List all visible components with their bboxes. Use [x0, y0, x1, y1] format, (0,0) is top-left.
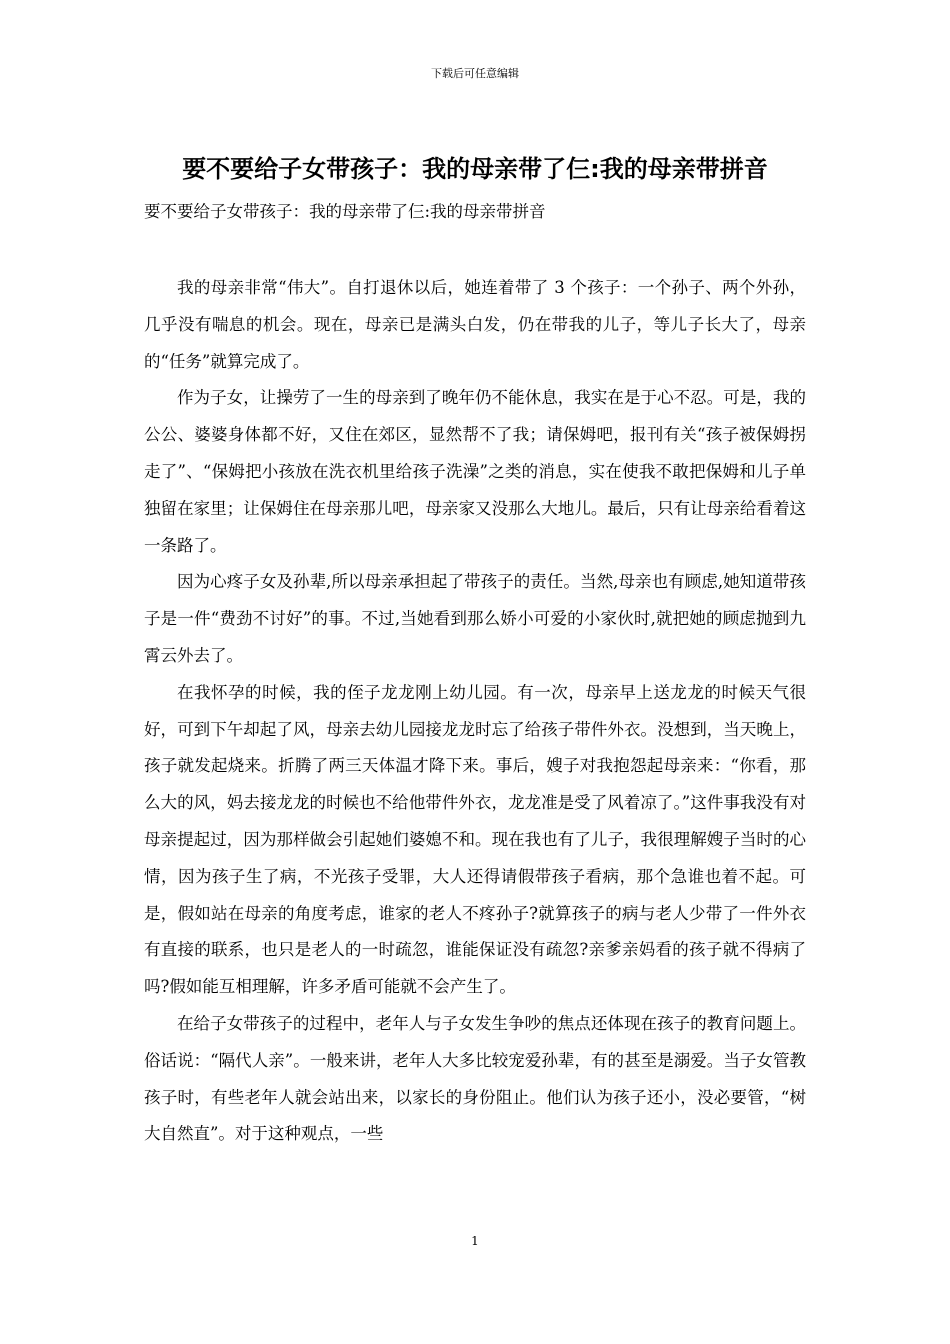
document-subtitle: 要不要给子女带孩子：我的母亲带了仨:我的母亲带拼音: [144, 202, 546, 221]
paragraph-5: 在给子女带孩子的过程中，老年人与子女发生争吵的焦点还体现在孩子的教育问题上。俗话说：“隔代人亲”。一般来讲，老年人大多比较宠爱孙辈，有的甚至是溺爱。当子女管教孩子时，有些老年人就会站出来，以家长的身份阻止。他们认为孩子还小，没必要管，“树大自然直”。对于这种观点，一些: [144, 1013, 806, 1144]
paragraph-1: 我的母亲非常“伟大”。自打退休以后，她连着带了 3 个孩子：一个孙子、两个外孙，几乎没有喘息的机会。现在，母亲已是满头白发，仍在带我的儿子，等儿子长大了，母亲的“任务”就算完成了。: [144, 278, 806, 371]
page-number: 1: [471, 1234, 479, 1248]
document-title: 要不要给子女带孩子：我的母亲带了仨:我的母亲带拼音: [182, 155, 768, 183]
paragraph-2: 作为子女，让操劳了一生的母亲到了晚年仍不能休息，我实在是于心不忍。可是，我的公公、婆婆身体都不好，又住在郊区，显然帮不了我；请保姆吧，报刊有关“孩子被保姆拐走了”、“保姆把小孩放在洗衣机里给孩子洗澡”之类的消息，实在使我不敢把保姆和儿子单独留在家里；让保姆住在母亲那儿吧，母亲家又没那么大地儿。最后，只有让母亲给看着这一条路了。: [144, 388, 806, 555]
paragraph-4: 在我怀孕的时候，我的侄子龙龙刚上幼儿园。有一次，母亲早上送龙龙的时候天气很好，可到下午却起了风，母亲去幼儿园接龙龙时忘了给孩子带件外衣。没想到，当天晚上，孩子就发起烧来。折腾了两三天体温才降下来。事后，嫂子对我抱怨起母亲来：“你看，那么大的风，妈去接龙龙的时候也不给他带件外衣，龙龙准是受了风着凉了。”这件事我没有对母亲提起过，因为那样做会引起她们婆媳不和。现在我也有了儿子，我很理解嫂子当时的心情，因为孩子生了病，不光孩子受罪，大人还得请假带孩子看病，那个急谁也着不起。可是，假如站在母亲的角度考虑，谁家的老人不疼孙子?就算孩子的病与老人少带了一件外衣有直接的联系，也只是老人的一时疏忽，谁能保证没有疏忽?亲爹亲妈看的孩子就不得病了吗?假如能互相理解，许多矛盾可能就不会产生了。: [144, 682, 806, 997]
document-body: [144, 270, 806, 1153]
page-header-note: 下载后可任意编辑: [431, 67, 519, 80]
paragraph-3: 因为心疼子女及孙辈,所以母亲承担起了带孩子的责任。当然,母亲也有顾虑,她知道带孩子是一件“费劲不讨好”的事。不过,当她看到那么娇小可爱的小家伙时,就把她的顾虑抛到九霄云外去了。: [144, 572, 806, 665]
